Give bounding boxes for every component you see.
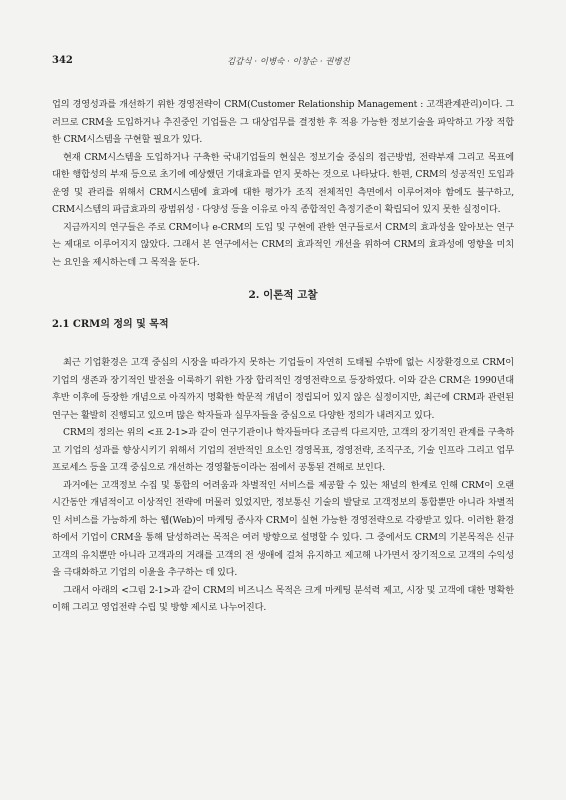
body-paragraph-4: 그래서 아래의 <그림 2-1>과 같이 CRM의 비즈니스 목적은 크게 마케팅 분석력 제고, 시장 및 고객에 대한 명확한 이해 그리고 영업전략 수립 및 방향 제시로 나누어진다. — [52, 584, 514, 613]
body-paragraph-2: CRM의 정의는 위의 <표 2-1>과 같이 연구기관이나 학자들마다 조금씩 다르지만, 고객의 장기적인 관계를 구축하고 기업의 성과를 향상시키기 위해서 기업의 전반적인 요소인 경영목표, 경영전략, 조직구조, 기술 인프라 그리고 업무 프로세스 등을 고객 중심으로 개선하는 경영활동이라는 점에서 공통된 견해로 보인다. — [52, 427, 514, 473]
body-paragraph-3: 과거에는 고객정보 수집 및 통합의 어려움과 차별적인 서비스를 제공할 수 있는 채널의 한계로 인해 CRM이 오랜 시간동안 개념적이고 이상적인 전략에 머물러 있었지만, 정보통신 기술의 발달로 고객정보의 통합뿐만 아니라 차별적인 서비스를 가능하게 하는 웹(Web)이 마케팅 종사자 CRM이 실현 가능한 경영전략으로 각광받고 있다. 이러한 환경 하에서 기업이 CRM을 통해 달성하려는 목적은 여러 방향으로 설명할 수 있다. 그 중에서도 CRM의 기본목적은 신규 고객의 유치뿐만 아니라 고객과의 거래를 고객의 전 생애에 걸쳐 유지하고 제고해 나가면서 장기적으로 고객의 수익성을 극대화하고 기업의 이윤을 추구하는 데 있다. — [52, 479, 514, 578]
intro-paragraph-1: 업의 경영성과를 개선하기 위한 경영전략이 CRM(Customer Relationship Management : 고객관계관리)이다. 그러므로 CRM을 도입하거나 추진중인 기업들은 그 대상업무를 결정한 후 적용 가능한 정보기술을 파악하고 가장 적합한 CRM시스템을 구현할 필요가 있다. — [52, 99, 514, 145]
body-paragraph-1: 최근 기업환경은 고객 중심의 시장을 따라가지 못하는 기업들이 자연히 도태될 수밖에 없는 시장환경으로 CRM이 기업의 생존과 장기적인 발전을 이룩하기 위한 가장 합리적인 경영전략으로 등장하였다. 이와 같은 CRM은 1990년대 후반 이후에 등장한 개념으로 아직까지 명확한 학문적 개념이 정립되어 있지 않은 실정이지만, 최근에 CRM과 관련된 연구는 활발히 진행되고 있으며 많은 학자들과 실무자들을 중심으로 다양한 정의가 내려지고 있다. — [52, 357, 514, 421]
intro-paragraph-2: 현재 CRM시스템을 도입하거나 구축한 국내기업들의 현실은 정보기술 중심의 접근방법, 전략부재 그리고 목표에 대한 행합성의 부재 등으로 초기에 예상했던 기대효과를 얻지 못하는 것으로 나타났다. 한편, CRM의 성공적인 도입과 운영 및 관리를 위해서 CRM시스템에 효과에 대한 평가가 조직 전체적인 측면에서 이루어져야 함에도 불구하고, CRM시스템의 파급효과의 광범위성 · 다양성 등을 이유로 아직 종합적인 측정기준이 확립되어 있지 못한 실정이다. — [52, 151, 514, 215]
running-head-authors: 김갑식 · 이병숙 · 이창순 · 권병진 — [227, 57, 350, 67]
page-header — [52, 55, 514, 71]
intro-paragraph-3: 지금까지의 연구들은 주로 CRM이나 e-CRM의 도입 및 구현에 관한 연구들로서 CRM의 효과성을 알아보는 연구는 제대로 이루어지지 않았다. 그래서 본 연구에서는 CRM의 효과적인 개선을 위하여 CRM의 효과성에 영향을 미치는 요인을 제시하는데 그 목적을 둔다. — [52, 221, 514, 268]
subsection-title: 2.1 CRM의 정의 및 목적 — [52, 319, 169, 330]
page-content — [52, 96, 514, 617]
page-number: 342 — [52, 55, 73, 66]
section-title: 2. 이론적 고찰 — [248, 289, 318, 301]
